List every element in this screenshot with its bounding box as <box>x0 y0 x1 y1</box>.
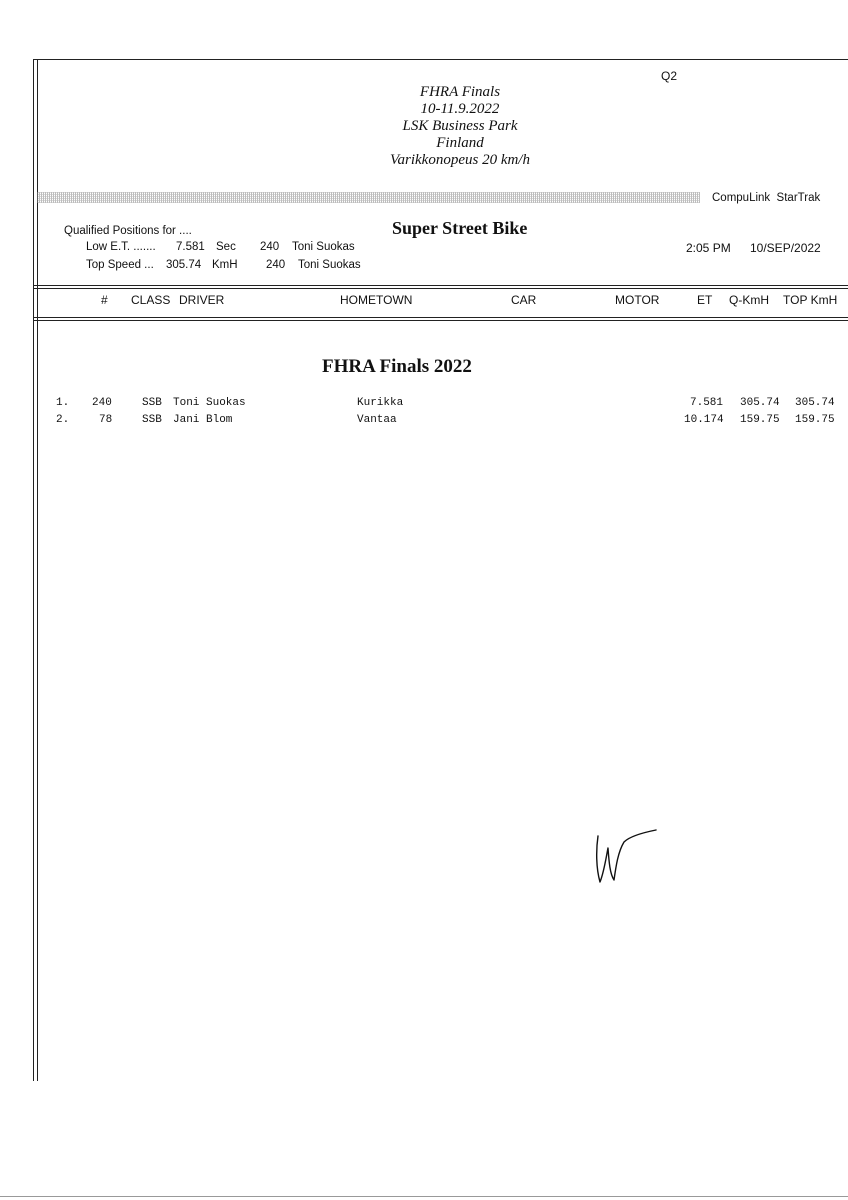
results-title: FHRA Finals 2022 <box>322 356 472 377</box>
low-et-value: 7.581 <box>176 241 205 253</box>
top-speed-label: Top Speed ... <box>86 259 154 271</box>
col-qkmh: Q-KmH <box>729 293 769 307</box>
top-speed-value: 305.74 <box>166 259 202 271</box>
top-speed-unit: KmH <box>212 259 238 271</box>
category-title: Super Street Bike <box>392 218 528 238</box>
low-et-unit: Sec <box>216 241 236 253</box>
row-qkmh: 159.75 <box>740 414 780 426</box>
event-dates: 10-11.9.2022 <box>420 101 500 117</box>
event-name: FHRA Finals <box>419 84 501 100</box>
event-pit-speed: Varikkonopeus 20 km/h <box>390 152 530 168</box>
col-hometown: HOMETOWN <box>340 293 413 307</box>
col-motor: MOTOR <box>615 293 660 307</box>
top-rule <box>33 59 848 60</box>
session-label: Q2 <box>661 69 678 83</box>
row-topkmh: 159.75 <box>795 414 835 426</box>
row-class: SSB <box>142 414 162 426</box>
left-rule-inner <box>37 59 38 1081</box>
report-date: 10/SEP/2022 <box>750 241 821 255</box>
row-qkmh: 305.74 <box>740 397 780 409</box>
columns-rule-2 <box>33 320 848 321</box>
left-rule-outer <box>33 59 34 1081</box>
row-driver: Toni Suokas <box>173 397 246 409</box>
row-class: SSB <box>142 397 162 409</box>
row-et: 7.581 <box>690 397 724 409</box>
col-driver: DRIVER <box>179 293 225 307</box>
low-et-number: 240 <box>260 241 280 253</box>
row-et: 10.174 <box>684 414 724 426</box>
top-speed-driver: Toni Suokas <box>298 259 361 271</box>
bottom-rule <box>0 1196 848 1197</box>
col-topkmh: TOP KmH <box>783 293 838 307</box>
event-header <box>340 84 580 169</box>
row-hometown: Vantaa <box>357 414 397 426</box>
row-topkmh: 305.74 <box>795 397 835 409</box>
report-time: 2:05 PM <box>686 241 731 255</box>
row-position: 2. <box>56 414 70 426</box>
low-et-driver: Toni Suokas <box>292 241 355 253</box>
row-position: 1. <box>56 397 70 409</box>
col-et: ET <box>697 293 713 307</box>
header-rule-2 <box>33 288 848 289</box>
event-venue: LSK Business Park <box>402 118 518 134</box>
row-hometown: Kurikka <box>357 397 404 409</box>
row-number: 240 <box>92 397 112 409</box>
col-num: # <box>101 293 108 307</box>
row-driver: Jani Blom <box>173 414 233 426</box>
divider-band <box>37 192 700 203</box>
row-number: 78 <box>99 414 113 426</box>
columns-rule-1 <box>33 317 848 318</box>
low-et-label: Low E.T. ....... <box>86 241 156 253</box>
col-class: CLASS <box>131 293 171 307</box>
top-speed-number: 240 <box>266 259 286 271</box>
header-rule-1 <box>33 285 848 286</box>
col-car: CAR <box>511 293 537 307</box>
qualified-heading: Qualified Positions for .... <box>64 225 192 237</box>
event-country: Finland <box>436 135 484 151</box>
vendor-label: CompuLink StarTrak <box>712 192 821 204</box>
signature <box>590 822 670 894</box>
